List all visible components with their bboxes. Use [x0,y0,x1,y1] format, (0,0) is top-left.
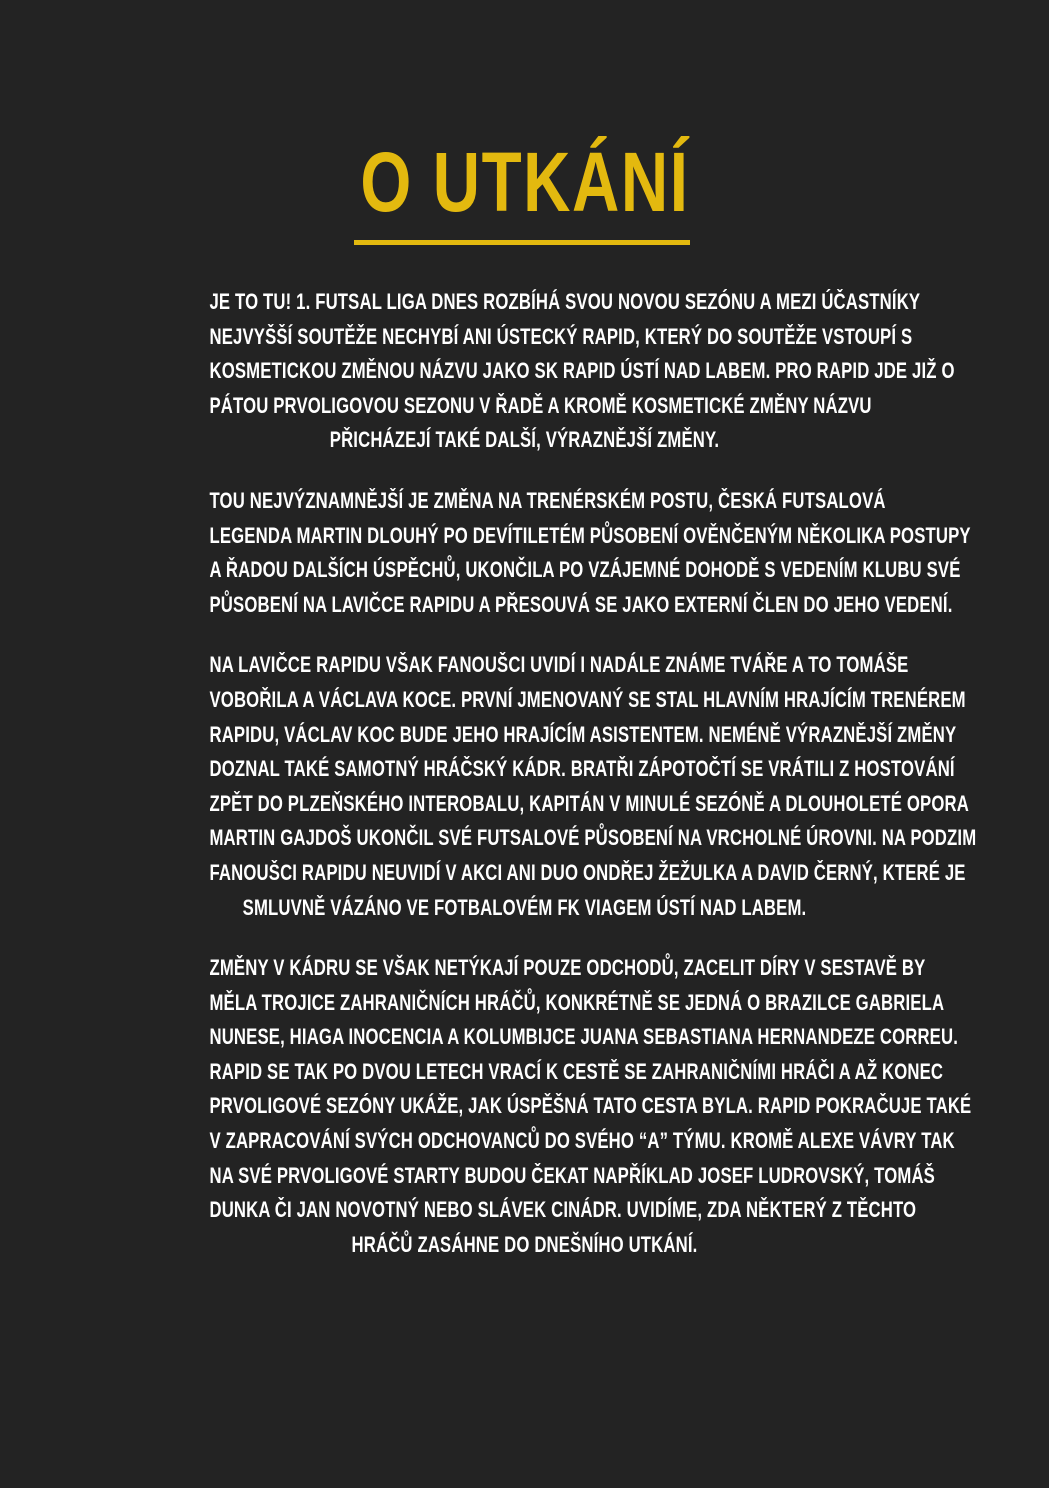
title-underline [354,240,690,245]
text-line: PÁTOU PRVOLIGOVOU SEZONU V ŘADĚ A KROMĚ KOSMETICKÉ ZMĚNY NÁZVU [209,392,872,418]
text-line: RAPIDU, VÁCLAV KOC BUDE JEHO HRAJÍCÍM ASISTENTEM. NEMÉNĚ VÝRAZNĚJŠÍ ZMĚNY [209,721,957,747]
text-line: VOBOŘILA A VÁCLAVA KOCE. PRVNÍ JMENOVANÝ SE STAL HLAVNÍM HRAJÍCÍM TRENÉREM [209,686,966,712]
text-line: V ZAPRACOVÁNÍ SVÝCH ODCHOVANCŮ DO SVÉHO “A” TÝMU. KROMĚ ALEXE VÁVRY TAK [209,1128,955,1154]
text-line: NA SVÉ PRVOLIGOVÉ STARTY BUDOU ČEKAT NAPŘÍKLAD JOSEF LUDROVSKÝ, TOMÁŠ [209,1162,935,1188]
text-line: FANOUŠCI RAPIDU NEUVIDÍ V AKCI ANI DUO ONDŘEJ ŽEŽULKA A DAVID ČERNÝ, KTERÉ JE [209,859,966,885]
text-line: RAPID SE TAK PO DVOU LETECH VRACÍ K CESTĚ SE ZAHRANIČNÍMI HRÁČI A AŽ KONEC [209,1058,944,1084]
text-line: JE TO TU! 1. FUTSAL LIGA DNES ROZBÍHÁ SVOU NOVOU SEZÓNU A MEZI ÚČASTNÍKY [209,289,921,314]
text-line: NUNESE, HIAGA INOCENCIA A KOLUMBIJCE JUANA SEBASTIANA HERNANDEZE CORREU. [209,1024,959,1050]
text-line: DUNKA ČI JAN NOVOTNÝ NEBO SLÁVEK CINÁDR. UVIDÍME, ZDA NĚKTERÝ Z TĚCHTO [209,1197,917,1223]
text-line: DOZNAL TAKÉ SAMOTNÝ HRÁČSKÝ KÁDR. BRATŘI ZÁPOTOČTÍ SE VRÁTILI Z HOSTOVÁNÍ [209,756,955,782]
text-line: LEGENDA MARTIN DLOUHÝ PO DEVÍTILETÉM PŮSOBENÍ OVĚNČENÝM NĚKOLIKA POSTUPY [209,522,971,548]
article-body [110,285,977,1288]
paragraph-4 [110,951,972,1262]
paragraph-1 [110,285,955,458]
text-line: PŮSOBENÍ NA LAVIČCE RAPIDU A PŘESOUVÁ SE JAKO EXTERNÍ ČLEN DO JEHO VEDENÍ. [209,591,953,617]
text-line: HRÁČŮ ZASÁHNE DO DNEŠNÍHO UTKÁNÍ. [351,1231,698,1257]
text-line: MARTIN GAJDOŠ UKONČIL SVÉ FUTSALOVÉ PŮSOBENÍ NA VRCHOLNÉ ÚROVNI. NA PODZIM [209,825,977,851]
text-line: NA LAVIČCE RAPIDU VŠAK FANOUŠCI UVIDÍ I NADÁLE ZNÁME TVÁŘE A TO TOMÁŠE [209,652,909,678]
text-line: PRVOLIGOVÉ SEZÓNY UKÁŽE, JAK ÚSPĚŠNÁ TATO CESTA BYLA. RAPID POKRAČUJE TAKÉ [209,1093,972,1119]
text-line: NEJVYŠŠÍ SOUTĚŽE NECHYBÍ ANI ÚSTECKÝ RAPID, KTERÝ DO SOUTĚŽE VSTOUPÍ S [209,323,913,349]
text-line: TOU NEJVÝZNAMNĚJŠÍ JE ZMĚNA NA TRENÉRSKÉM POSTU, ČESKÁ FUTSALOVÁ [209,487,886,513]
text-line: KOSMETICKOU ZMĚNOU NÁZVU JAKO SK RAPID ÚSTÍ NAD LABEM. PRO RAPID JDE JIŽ O [209,358,955,384]
text-line: PŘICHÁZEJÍ TAKÉ DALŠÍ, VÝRAZNĚJŠÍ ZMĚNY. [329,427,720,453]
paragraph-2 [110,484,971,622]
text-line: A ŘADOU DALŠÍCH ÚSPĚCHŮ, UKONČILA PO VZÁJEMNÉ DOHODĚ S VEDENÍM KLUBU SVÉ [209,557,961,583]
title-container [0,134,1049,230]
text-line: MĚLA TROJICE ZAHRANIČNÍCH HRÁČŮ, KONKRÉTNĚ SE JEDNÁ O BRAZILCE GABRIELA [209,989,945,1015]
text-line: ZPĚT DO PLZEŇSKÉHO INTEROBALU, KAPITÁN V MINULÉ SEZÓNĚ A DLOUHOLETÉ OPORA [209,790,969,816]
paragraph-3 [110,648,977,925]
text-line: ZMĚNY V KÁDRU SE VŠAK NETÝKAJÍ POUZE ODCHODŮ, ZACELIT DÍRY V SESTAVĚ BY [209,955,926,981]
text-line: SMLUVNĚ VÁZÁNO VE FOTBALOVÉM FK VIAGEM ÚSTÍ NAD LABEM. [242,894,807,920]
page-title: O UTKÁNÍ [359,135,690,229]
